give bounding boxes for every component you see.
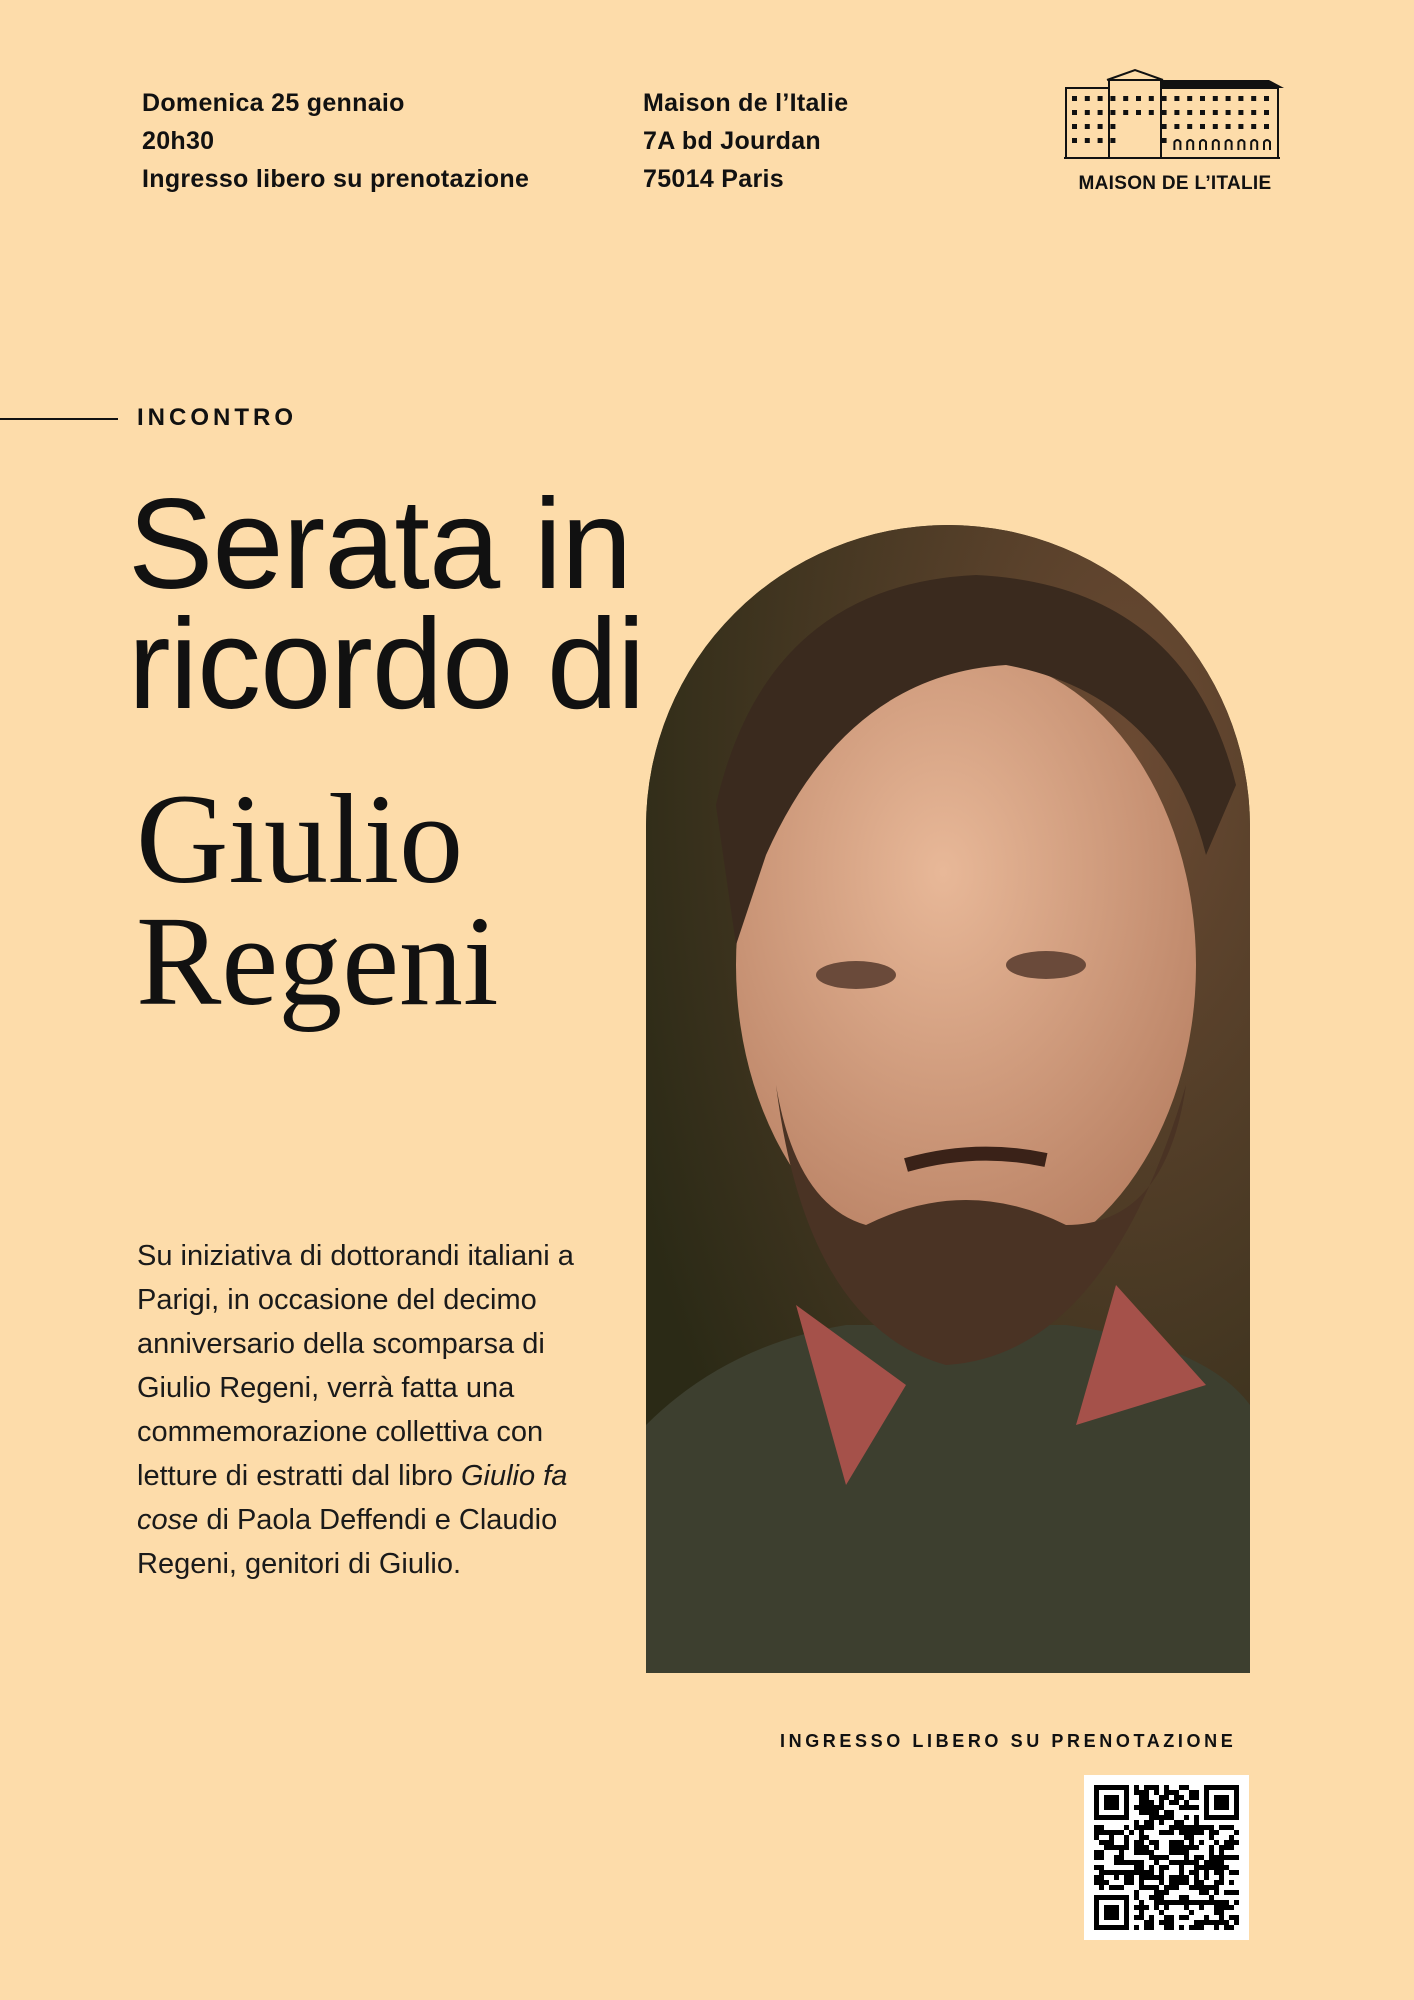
title-line-1: Serata in (128, 473, 632, 616)
logo-text: MAISON DE L’ITALIE (1078, 173, 1272, 194)
reservation-label: INGRESSO LIBERO SU PRENOTAZIONE (780, 1731, 1237, 1751)
first-name: Giulio (136, 768, 464, 910)
title-line-2: ricordo di (128, 593, 645, 736)
qr-code[interactable] (1084, 1775, 1249, 1940)
venue-name: Maison de l’Italie (643, 89, 849, 117)
last-name: Regeni (136, 890, 499, 1032)
venue-info (643, 84, 848, 198)
portrait-image (646, 525, 1250, 1673)
venue-street: 7A bd Jourdan (643, 127, 821, 155)
event-category: INCONTRO (137, 404, 297, 431)
event-date: Domenica 25 gennaio (142, 89, 405, 117)
event-admission: Ingresso libero su prenotazione (142, 165, 530, 193)
event-description (137, 1234, 607, 1586)
honoree-name (136, 768, 499, 1032)
event-info (142, 84, 529, 198)
divider-line (0, 418, 118, 420)
description-text: Su iniziativa di dottorandi italiani a Parigi, in occasione del decimo anniversario della scomparsa di Giulio Regeni, verrà fatta una commemorazione collettiva con letture di estratti dal libro (137, 1240, 574, 1492)
description-text-end: di Paola Deffendi e Claudio Regeni, genitori di Giulio. (137, 1504, 558, 1580)
book-title: Giulio fa cose (137, 1460, 568, 1536)
event-title (128, 473, 645, 736)
portrait-photo (646, 525, 1250, 1673)
building-icon (1064, 68, 1286, 164)
event-time: 20h30 (142, 127, 215, 155)
qr-code-image (1084, 1775, 1249, 1940)
maison-de-litalie-logo (1064, 68, 1286, 195)
venue-city: 75014 Paris (643, 165, 784, 193)
